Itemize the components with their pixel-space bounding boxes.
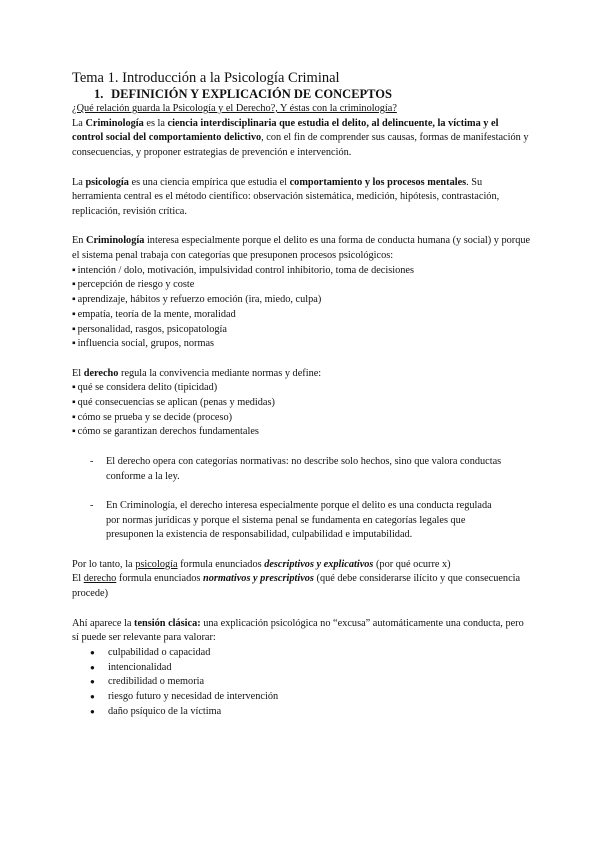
derecho-intro: El derecho regula la convivencia mediante normas y define: xyxy=(72,367,322,379)
list-item: ▪ influencia social, grupos, normas xyxy=(72,337,532,352)
dash-marker: - xyxy=(90,499,94,511)
bullet-icon: ● xyxy=(90,692,95,702)
descriptive-explanatory: descriptivos y explicativos xyxy=(264,558,374,570)
bullet-icon: ● xyxy=(90,677,95,687)
criminologia-definition-bold: ciencia interdisciplinaria que estudia el delito, al delincuente, la víctima y el control social del comportamiento delictivo xyxy=(72,117,499,144)
dash-item-criminology-law xyxy=(90,499,532,543)
term-tension-clasica: tensión clásica: xyxy=(134,617,201,629)
classic-tension: Ahí aparece la tensión clásica: una explicación psicológica no “excusa” automáticamente una conducta, pero sí puede ser relevante para valorar: xyxy=(72,617,524,644)
conclusion-derecho: El derecho formula enunciados normativos y prescriptivos (qué debe considerarse ilícito y que consecuencia procede) xyxy=(72,573,521,600)
term-psicologia: psicología xyxy=(85,176,129,188)
psych-process-list xyxy=(72,264,532,352)
list-item: ▪ personalidad, rasgos, psicopatología xyxy=(72,323,532,338)
bullet-icon: ● xyxy=(90,647,95,657)
list-item: ▪ cómo se prueba y se decide (proceso) xyxy=(72,411,532,426)
dash-item-normative xyxy=(90,455,532,484)
list-item: ▪ qué se considera delito (tipicidad) xyxy=(72,381,532,396)
bullet-icon: ● xyxy=(90,662,95,672)
term-derecho: derecho xyxy=(83,367,119,379)
list-item: ▪ aprendizaje, hábitos y refuerzo emoción (ira, miedo, culpa) xyxy=(72,293,532,308)
document-page xyxy=(72,70,532,719)
section-number: 1. xyxy=(94,87,104,101)
list-item: ▪ percepción de riesgo y coste xyxy=(72,278,532,293)
list-item: ▪ cómo se garantizan derechos fundamentales xyxy=(72,425,532,440)
valuation-list xyxy=(72,646,532,720)
dash-item-text: En Criminología, el derecho interesa especialmente porque el delito es una conducta regulada por normas jurídicas y porque el sistema penal se fundamenta en categorías legales que presuponen la existencia de responsabilidad, culpabilidad e imputabilidad. xyxy=(106,499,492,541)
dash-item-text: El derecho opera con categorías normativas: no describe solo hechos, sino que valora conductas conforme a la ley. xyxy=(106,455,502,482)
section-heading-text: DEFINICIÓN Y EXPLICACIÓN DE CONCEPTOS xyxy=(111,87,392,101)
psicologia-focus-bold: comportamiento y los procesos mentales xyxy=(289,176,467,188)
list-item: ● riesgo futuro y necesidad de intervención xyxy=(90,690,532,705)
list-item: ● intencionalidad xyxy=(90,661,532,676)
law-definitions-list xyxy=(72,381,532,440)
normative-prescriptive: normativos y prescriptivos xyxy=(202,573,314,585)
term-criminologia-2: Criminología xyxy=(86,235,145,247)
list-item: ● credibilidad o memoria xyxy=(90,675,532,690)
bullet-icon: ● xyxy=(90,706,95,716)
term-criminologia: Criminología xyxy=(85,117,144,129)
section-heading xyxy=(94,87,532,102)
dash-marker: - xyxy=(90,455,94,467)
guiding-question: ¿Qué relación guarda la Psicología y el Derecho?, Y éstas con la criminología? xyxy=(72,103,397,114)
document-title: Tema 1. Introducción a la Psicología Criminal xyxy=(72,70,340,86)
term-derecho-underlined: derecho xyxy=(83,573,117,585)
list-item: ▪ qué consecuencias se aplican (penas y medidas) xyxy=(72,396,532,411)
list-item: ▪ intención / dolo, motivación, impulsividad control inhibitorio, toma de decisiones xyxy=(72,264,532,279)
term-psicologia-underlined: psicología xyxy=(135,558,178,570)
list-item: ▪ empatía, teoría de la mente, moralidad xyxy=(72,308,532,323)
list-item: ● daño psíquico de la víctima xyxy=(90,705,532,720)
conclusion-psicologia: Por lo tanto, la psicología formula enunciados descriptivos y explicativos (por qué ocurre x) xyxy=(72,558,451,570)
criminologia-definition: La Criminología es la ciencia interdisciplinaria que estudia el delito, al delincuente, la víctima y el control social del comportamiento delictivo, con el fin de comprender sus causas, formas de manifestación y consecuencias, y proponer estrategias de prevención e intervención. xyxy=(72,117,529,159)
psicologia-definition: La psicología es una ciencia empírica que estudia el comportamiento y los procesos mentales. Su herramienta central es el método científico: observación sistemática, medición, hipótesis, contrastación, replicación, revisión crítica. xyxy=(72,176,500,217)
list-item: ● culpabilidad o capacidad xyxy=(90,646,532,661)
criminologia-interest: En Criminología interesa especialmente porque el delito es una forma de conducta humana (y social) y porque el sistema penal trabaja con categorías que presuponen procesos psicológicos: xyxy=(72,235,531,261)
